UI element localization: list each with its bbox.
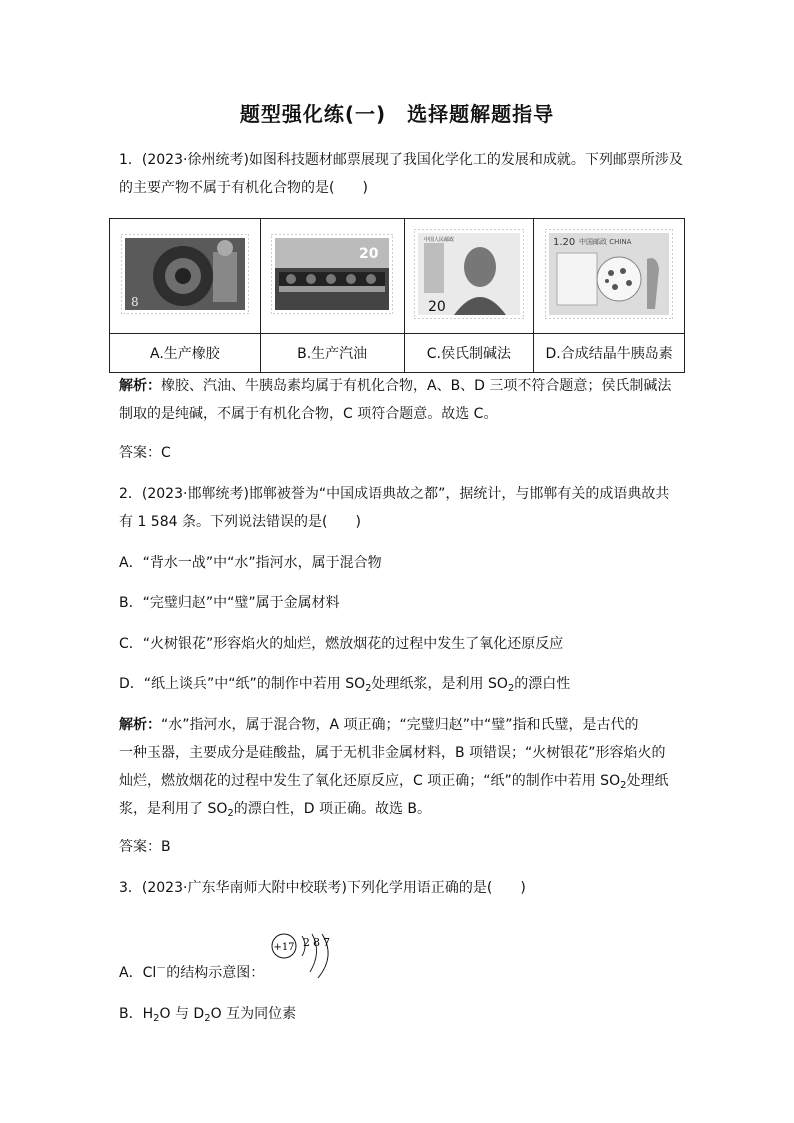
shell-count-3: 7 [323, 936, 330, 949]
q3-option-a-pre: A．Cl [119, 965, 157, 981]
q1-analysis-text1: 橡胶、汽油、牛胰岛素均属于有机化合物，A、B、D 三项不符合题意；侯氏制碱法 [161, 378, 672, 394]
stamp-cell-b [260, 219, 404, 334]
caption-d: D.合成结晶牛胰岛素 [534, 334, 685, 373]
q3-option-b-mid: O 与 D [159, 1006, 205, 1022]
q2-analysis-text4-post: 的漂白性，D 项正确。故选 B。 [233, 801, 432, 817]
superscript: － [156, 963, 167, 974]
page-title: 题型强化练(一) 选择题解题指导 [239, 102, 555, 126]
caption-c: C.侯氏制碱法 [404, 334, 534, 373]
q2-analysis-line3 [119, 772, 679, 790]
stamp-c-value: 20 [427, 299, 446, 315]
q2-analysis-label: 解析： [119, 717, 161, 733]
caption-b: B.生产汽油 [260, 334, 404, 373]
subscript: 2 [507, 683, 515, 694]
q2-option-d-post: 的漂白性 [514, 676, 571, 692]
q1-stem-line2: 的主要产物不属于有机化合物的是( ) [119, 180, 368, 196]
stamp-b-image [271, 234, 393, 314]
stamp-d-value: 1.20 [553, 237, 576, 248]
q2-analysis-text4: 浆，是利用了 SO [119, 801, 228, 817]
q2-analysis-line2: 一种玉器，主要成分是硅酸盐，属于无机非金属材料，B 项错误；“火树银花”形容焰火的 [119, 745, 666, 761]
q1-analysis-line1 [119, 377, 679, 395]
q1-answer: 答案：C [119, 445, 171, 461]
stamp-a-value: 8 [130, 295, 139, 309]
subscript: 2 [620, 780, 627, 791]
q1-analysis-line2: 制取的是纯碱，不属于有机化合物，C 项符合题意。故选 C。 [119, 406, 498, 422]
q3-option-a-post: 的结构示意图： [166, 965, 265, 981]
shell-count-1: 2 [303, 936, 310, 949]
q2-answer: 答案：B [119, 839, 171, 855]
stamp-c-image [414, 229, 524, 319]
q2-analysis-line1 [119, 716, 679, 734]
stamp-a-image [121, 234, 249, 314]
q3-option-a [119, 964, 679, 982]
q1-stem-line1: 1．(2023·徐州统考)如图科技题材邮票展现了我国化学化工的发展和成就。下列邮票所涉及 [119, 152, 683, 168]
stamp-c-country: 中国人民邮政 [423, 237, 454, 243]
stamp-b-value: 20 [359, 246, 379, 262]
nucleus-charge: +17 [273, 942, 295, 953]
shell-count-2: 8 [313, 936, 320, 949]
subscript: 2 [227, 808, 234, 819]
q2-analysis-text3-post: 处理纸 [626, 773, 669, 789]
subscript: 2 [204, 1013, 211, 1024]
q2-option-a: A．“背水一战”中“水”指河水，属于混合物 [119, 555, 382, 571]
q2-option-d [119, 675, 679, 693]
subscript: 2 [153, 1013, 160, 1024]
q2-option-d-pre: D．“纸上谈兵”中“纸”的制作中若用 SO [119, 676, 366, 692]
q2-stem-line1: 2．(2023·邯郸统考)邯郸被誉为“中国成语典故之都”，据统计，与邯郸有关的成语典故共 [119, 486, 670, 502]
q2-option-c: C．“火树银花”形容焰火的灿烂，燃放烟花的过程中发生了氧化还原反应 [119, 636, 564, 652]
q2-analysis-text3: 灿烂，燃放烟花的过程中发生了氧化还原反应，C 项正确；“纸”的制作中若用 SO [119, 773, 621, 789]
caption-a: A.生产橡胶 [110, 334, 261, 373]
q2-option-d-mid: 处理纸浆，是利用 SO [371, 676, 508, 692]
q1-analysis-label: 解析： [119, 378, 161, 394]
q3-option-b [119, 1005, 679, 1023]
q3-option-b-post: O 互为同位素 [210, 1006, 297, 1022]
subscript: 2 [365, 683, 372, 694]
q3-option-b-pre: B．H [119, 1006, 154, 1022]
stamp-d-image [545, 229, 673, 319]
q2-stem-line2: 有 1 584 条。下列说法错误的是( ) [119, 514, 361, 530]
stamp-d-country: 中国邮政 CHINA [579, 238, 632, 246]
stamp-cell-c [404, 219, 534, 334]
q2-analysis-text1: “水”指河水，属于混合物，A 项正确；“完璧归赵”中“璧”指和氏璧，是古代的 [161, 717, 639, 733]
q2-option-b: B．“完璧归赵”中“璧”属于金属材料 [119, 595, 340, 611]
q3-stem: 3．(2023·广东华南师大附中校联考)下列化学用语正确的是( ) [119, 880, 526, 896]
stamp-cell-a [110, 219, 261, 334]
q2-analysis-line4 [119, 800, 679, 818]
stamp-cell-d [534, 219, 685, 334]
stamp-table [109, 218, 685, 373]
